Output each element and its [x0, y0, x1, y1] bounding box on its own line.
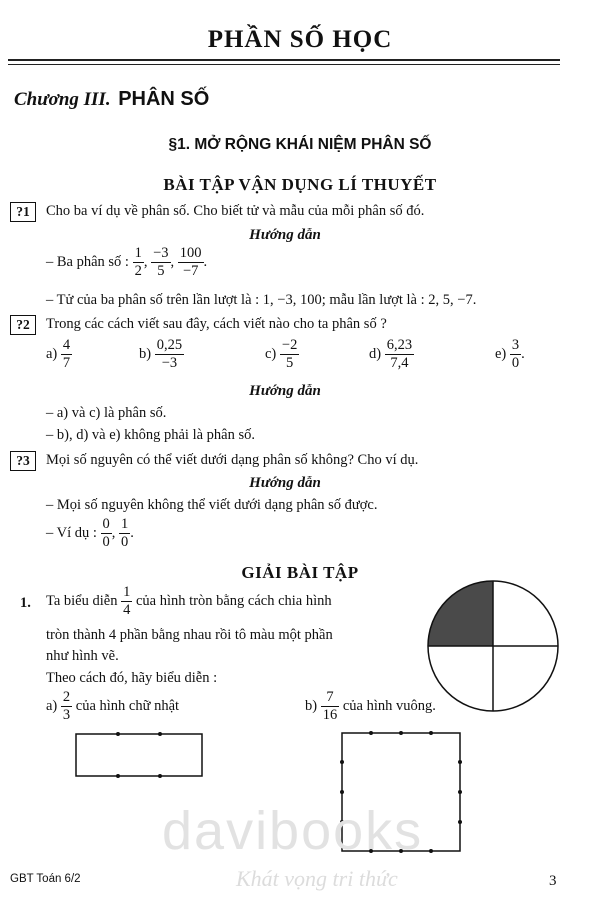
fraction: $\frac{-3}{5}$ [153, 245, 169, 280]
division-mark [458, 790, 462, 794]
chapter-heading [14, 88, 209, 111]
fraction: $\frac{6,23}{7,4}$ [386, 337, 413, 372]
division-mark [158, 732, 162, 736]
q1-answer-prefix: – Ba phân số : [46, 254, 129, 271]
fraction: $\frac{0}{0}$ [102, 516, 110, 551]
page-number: 3 [549, 873, 557, 889]
exercise-1-line-2: tròn thành 4 phần bằng nhau rồi tô màu một phần [46, 627, 333, 643]
division-mark [429, 849, 433, 853]
watermark-slogan: Khát vọng tri thức [236, 866, 398, 891]
title-rule-thin [8, 64, 560, 65]
q1-answer-2: – Tử của ba phân số trên lần lượt là : 1, −3, 100; mẫu lần lượt là : 2, 5, −7. [46, 292, 477, 308]
question-3-text: Mọi số nguyên có thể viết dưới dạng phân số không? Cho ví dụ. [46, 452, 419, 468]
solve-heading: GIẢI BÀI TẬP [241, 563, 359, 582]
fraction: $\frac{1}{4}$ [123, 584, 131, 619]
rectangle-outline [76, 734, 202, 776]
guide-label-3: Hướng dẫn [249, 475, 321, 491]
division-mark [429, 731, 433, 735]
division-mark [340, 790, 344, 794]
title-rule-thick [8, 59, 560, 61]
question-badge-3: ?3 [10, 451, 36, 471]
division-mark [369, 731, 373, 735]
part-a: a) $\frac{2}{3}$ của hình chữ nhật [46, 689, 180, 724]
q2-answer-2: – b), d) và e) không phải là phân số. [46, 427, 255, 443]
q2-answer-1: – a) và c) là phân số. [46, 405, 167, 421]
exercise-number: 1. [20, 595, 31, 611]
theory-heading: BÀI TẬP VẬN DỤNG LÍ THUYẾT [163, 175, 437, 194]
division-mark [340, 760, 344, 764]
q2-option-a: a) $\frac{4}{7}$ [46, 337, 71, 372]
division-mark [116, 732, 120, 736]
division-mark [158, 774, 162, 778]
division-mark [458, 760, 462, 764]
question-2-text: Trong các cách viết sau đây, cách viết nào cho ta phân số ? [46, 316, 387, 332]
chapter-label: Chương III. [14, 89, 111, 110]
watermark-brand: davibooks [162, 801, 424, 861]
exercise-1-line-3: như hình vẽ. [46, 648, 119, 664]
q3-answer-fractions: – Ví dụ : $\frac{0}{0}$ , $\frac{1}{0}$ . [46, 516, 134, 551]
exercise-1-line-4: Theo cách đó, hãy biểu diễn : [46, 670, 218, 686]
division-mark [116, 774, 120, 778]
page-title: PHẦN SỐ HỌC [207, 26, 393, 53]
fraction: $\frac{4}{7}$ [62, 337, 71, 372]
division-mark [458, 820, 462, 824]
shaded-quarter [428, 581, 493, 646]
q3-answer-1: – Mọi số nguyên không thể viết dưới dạng phân số được. [46, 497, 378, 513]
part-b: b) $\frac{7}{16}$ của hình vuông. [305, 689, 436, 724]
q2-option-c: c) $\frac{-2}{5}$ [265, 337, 298, 372]
guide-label-1: Hướng dẫn [249, 227, 321, 243]
fraction: $\frac{3}{0}$ [511, 337, 520, 372]
q1-answer-fractions: – Ba phân số : $\frac{1}{2}$ , $\frac{-3}{5}$ , $\frac{100}{-7}$ . [46, 245, 208, 280]
q3-answer-prefix: – Ví dụ : [46, 525, 97, 542]
q2-option-e: e) $\frac{3}{0}$ . [495, 337, 525, 372]
section-title: §1. MỞ RỘNG KHÁI NIỆM PHÂN SỐ [168, 136, 432, 153]
question-badge-2: ?2 [10, 315, 36, 335]
question-1-text: Cho ba ví dụ về phân số. Cho biết tử và mẫu của mỗi phân số đó. [46, 203, 425, 219]
exercise-1-line-1: Ta biểu diễn $\frac{1}{4}$ của hình tròn bằng cách chia hình [46, 584, 332, 619]
fraction: $\frac{2}{3}$ [62, 689, 71, 724]
fraction: $\frac{1}{0}$ [121, 516, 129, 551]
fraction: $\frac{-2}{5}$ [281, 337, 298, 372]
quarter-circle-figure [425, 578, 561, 714]
guide-label-2: Hướng dẫn [249, 383, 321, 399]
q2-option-b: b) $\frac{0,25}{-3}$ [139, 337, 183, 372]
fraction: $\frac{7}{16}$ [322, 689, 338, 724]
rectangle-figure [72, 730, 206, 780]
fraction: $\frac{100}{-7}$ [179, 245, 202, 280]
question-badge-1: ?1 [10, 202, 36, 222]
division-mark [399, 731, 403, 735]
footer-book-code: GBT Toán 6/2 [10, 873, 81, 885]
chapter-name: PHÂN SỐ [118, 88, 210, 110]
fraction: $\frac{1}{2}$ [134, 245, 142, 280]
q2-option-d: d) $\frac{6,23}{7,4}$ [369, 337, 413, 372]
fraction: $\frac{0,25}{-3}$ [156, 337, 183, 372]
